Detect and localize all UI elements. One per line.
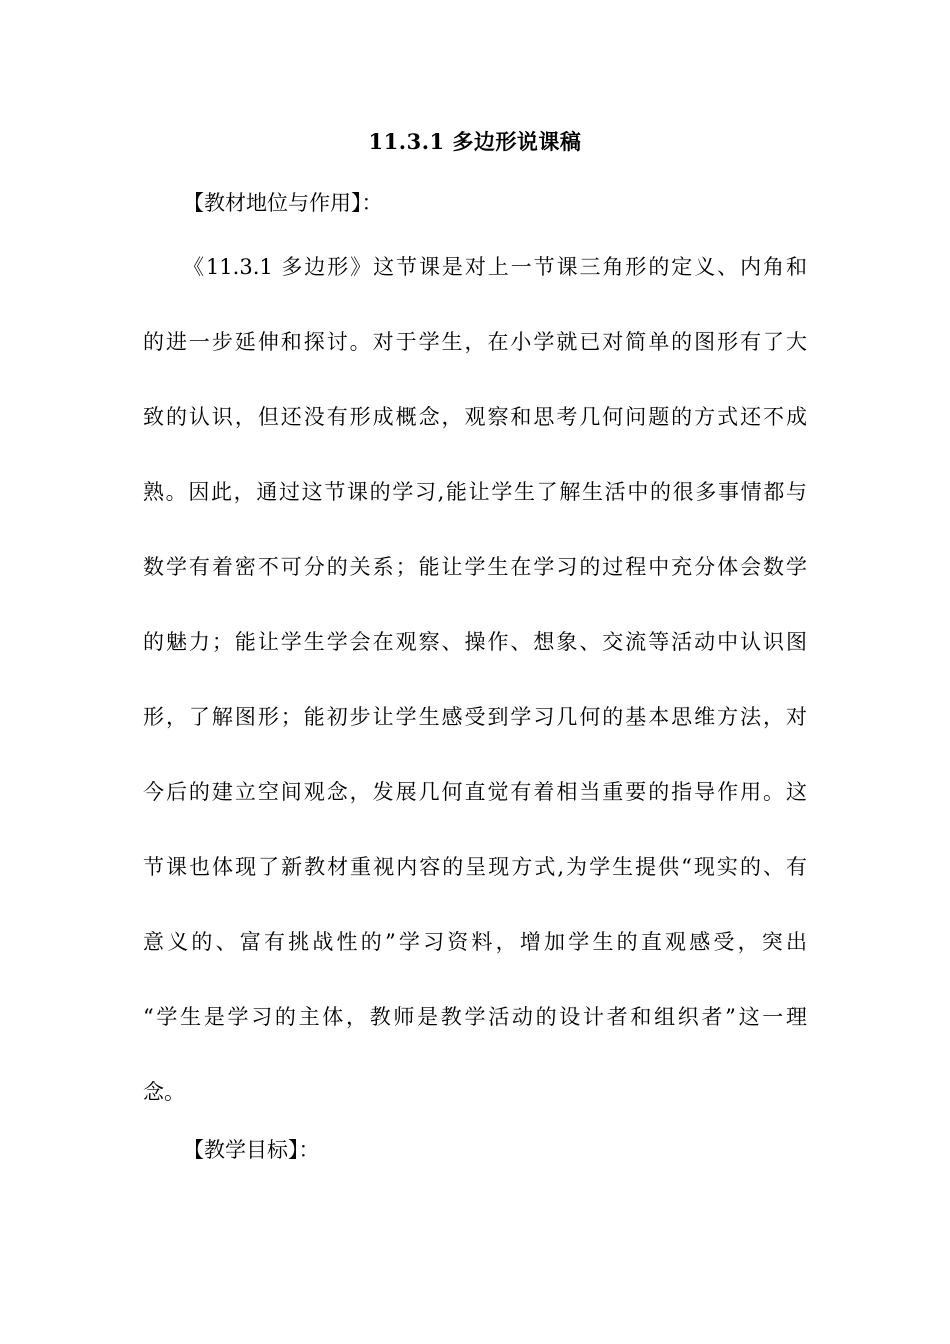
- paragraph-line: 意义的、富有挑战性的”学习资料，增加学生的直观感受，突出: [143, 930, 807, 954]
- paragraph-line: “学生是学习的主体，教师是教学活动的设计者和组织者”这一理: [143, 1005, 807, 1029]
- paragraph-line: 念。: [143, 1080, 185, 1104]
- paragraph-line: 《11.3.1 多边形》这节课是对上一节课三角形的定义、内角和: [183, 255, 807, 279]
- paragraph-line: 致的认识，但还没有形成概念，观察和思考几何问题的方式还不成: [143, 405, 807, 429]
- section-heading-textbook-role: 【教材地位与作用】：: [183, 191, 383, 215]
- document-title: 11.3.1 多边形说课稿: [368, 129, 582, 154]
- paragraph-line: 的进一步延伸和探讨。对于学生，在小学就已对简单的图形有了大: [143, 330, 807, 354]
- paragraph-line: 形，了解图形；能初步让学生感受到学习几何的基本思维方法，对: [143, 705, 807, 729]
- paragraph-line: 数学有着密不可分的关系；能让学生在学习的过程中充分体会数学: [143, 555, 807, 579]
- paragraph-line: 节课也体现了新教材重视内容的呈现方式,为学生提供“现实的、有: [143, 855, 807, 879]
- paragraph-line: 今后的建立空间观念，发展几何直觉有着相当重要的指导作用。这: [143, 780, 807, 804]
- section-heading-teaching-goals: 【教学目标】：: [183, 1138, 320, 1162]
- paragraph-line: 的魅力；能让学生学会在观察、操作、想象、交流等活动中认识图: [143, 630, 807, 654]
- paragraph-line: 熟。因此，通过这节课的学习,能让学生了解生活中的很多事情都与: [143, 480, 807, 504]
